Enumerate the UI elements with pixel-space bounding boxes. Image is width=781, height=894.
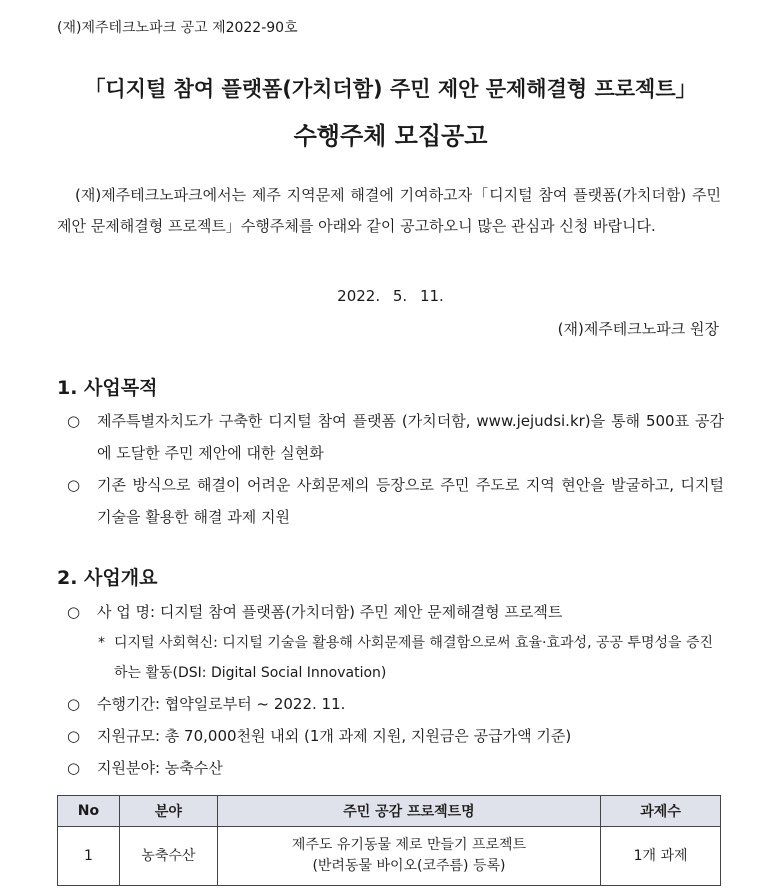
list-item [64, 405, 724, 469]
list-item [64, 469, 724, 533]
list-item-field [64, 752, 724, 784]
bullet-icon: ○ [67, 695, 81, 713]
cell-project-name [217, 827, 600, 886]
section1-heading: 1. 사업목적 [57, 377, 158, 399]
intro-paragraph [57, 180, 721, 242]
dsi-note-text: 디지털 사회혁신: 디지털 기술을 활용해 사회문제를 해결함으로써 효율·효과성, 공공 투명성을 증진하는 활동(DSI: Digital Social Innovation) [114, 635, 714, 681]
project-name-text: 사 업 명: 디지털 참여 플랫폼(가치더함) 주민 제안 문제해결형 프로젝트 [97, 603, 563, 621]
bullet-icon: ○ [67, 603, 81, 621]
asterisk-icon: * [98, 635, 105, 651]
cell-count: 1개 과제 [601, 827, 721, 886]
header-project-name: 주민 공감 프로젝트명 [217, 796, 600, 827]
cell-no: 1 [58, 827, 120, 886]
project-table [57, 795, 721, 886]
intro-text: (재)제주테크노파크에서는 제주 지역문제 해결에 기여하고자「디지털 참여 플랫폼(가치더함) 주민 제안 문제해결형 프로젝트」수행주체를 아래와 같이 공고하오니 많은 관심과 신청 바랍니다. [57, 186, 721, 235]
scale-text: 지원규모: 총 70,000천원 내외 (1개 과제 지원, 지원금은 공급가액 기준) [97, 727, 572, 745]
announcement-date: 2022. 5. 11. [337, 287, 444, 305]
list-item-text: 기존 방식으로 해결이 어려운 사회문제의 등장으로 주민 주도로 지역 현안을 발굴하고, 디지털 기술을 활용한 해결 과제 지원 [97, 476, 724, 526]
header-no: No [58, 796, 120, 827]
dsi-note [64, 628, 724, 688]
section2-list [64, 596, 724, 784]
section2-heading: 2. 사업개요 [57, 567, 158, 589]
document-subtitle: 수행주체 모집공고 [293, 122, 488, 150]
document-title: 「디지털 참여 플랫폼(가치더함) 주민 제안 문제해결형 프로젝트」 [84, 77, 697, 101]
bullet-icon: ○ [67, 727, 81, 745]
project-name-line1: 제주도 유기동물 제로 만들기 프로젝트 [291, 837, 527, 853]
bullet-icon: ○ [67, 476, 81, 494]
cell-field: 농축수산 [119, 827, 217, 886]
header-field: 분야 [119, 796, 217, 827]
notice-number: (재)제주테크노파크 공고 제2022-90호 [57, 20, 298, 36]
field-text: 지원분야: 농축수산 [97, 759, 223, 777]
period-text: 수행기간: 협약일로부터 ~ 2022. 11. [97, 695, 346, 713]
list-item-project-name [64, 596, 724, 628]
table-row [58, 827, 721, 886]
list-item-scale [64, 720, 724, 752]
table-header-row [58, 796, 721, 827]
header-count: 과제수 [601, 796, 721, 827]
section1-list [64, 405, 724, 533]
signer: (재)제주테크노파크 원장 [557, 320, 719, 338]
list-item-period [64, 688, 724, 720]
list-item-text: 제주특별자치도가 구축한 디지털 참여 플랫폼 (가치더함, www.jejudsi.kr)을 통해 500표 공감에 도달한 주민 제안에 대한 실현화 [97, 412, 724, 462]
project-name-line2: (반려동물 바이오(코주름) 등록) [312, 858, 506, 874]
bullet-icon: ○ [67, 759, 81, 777]
bullet-icon: ○ [67, 412, 81, 430]
